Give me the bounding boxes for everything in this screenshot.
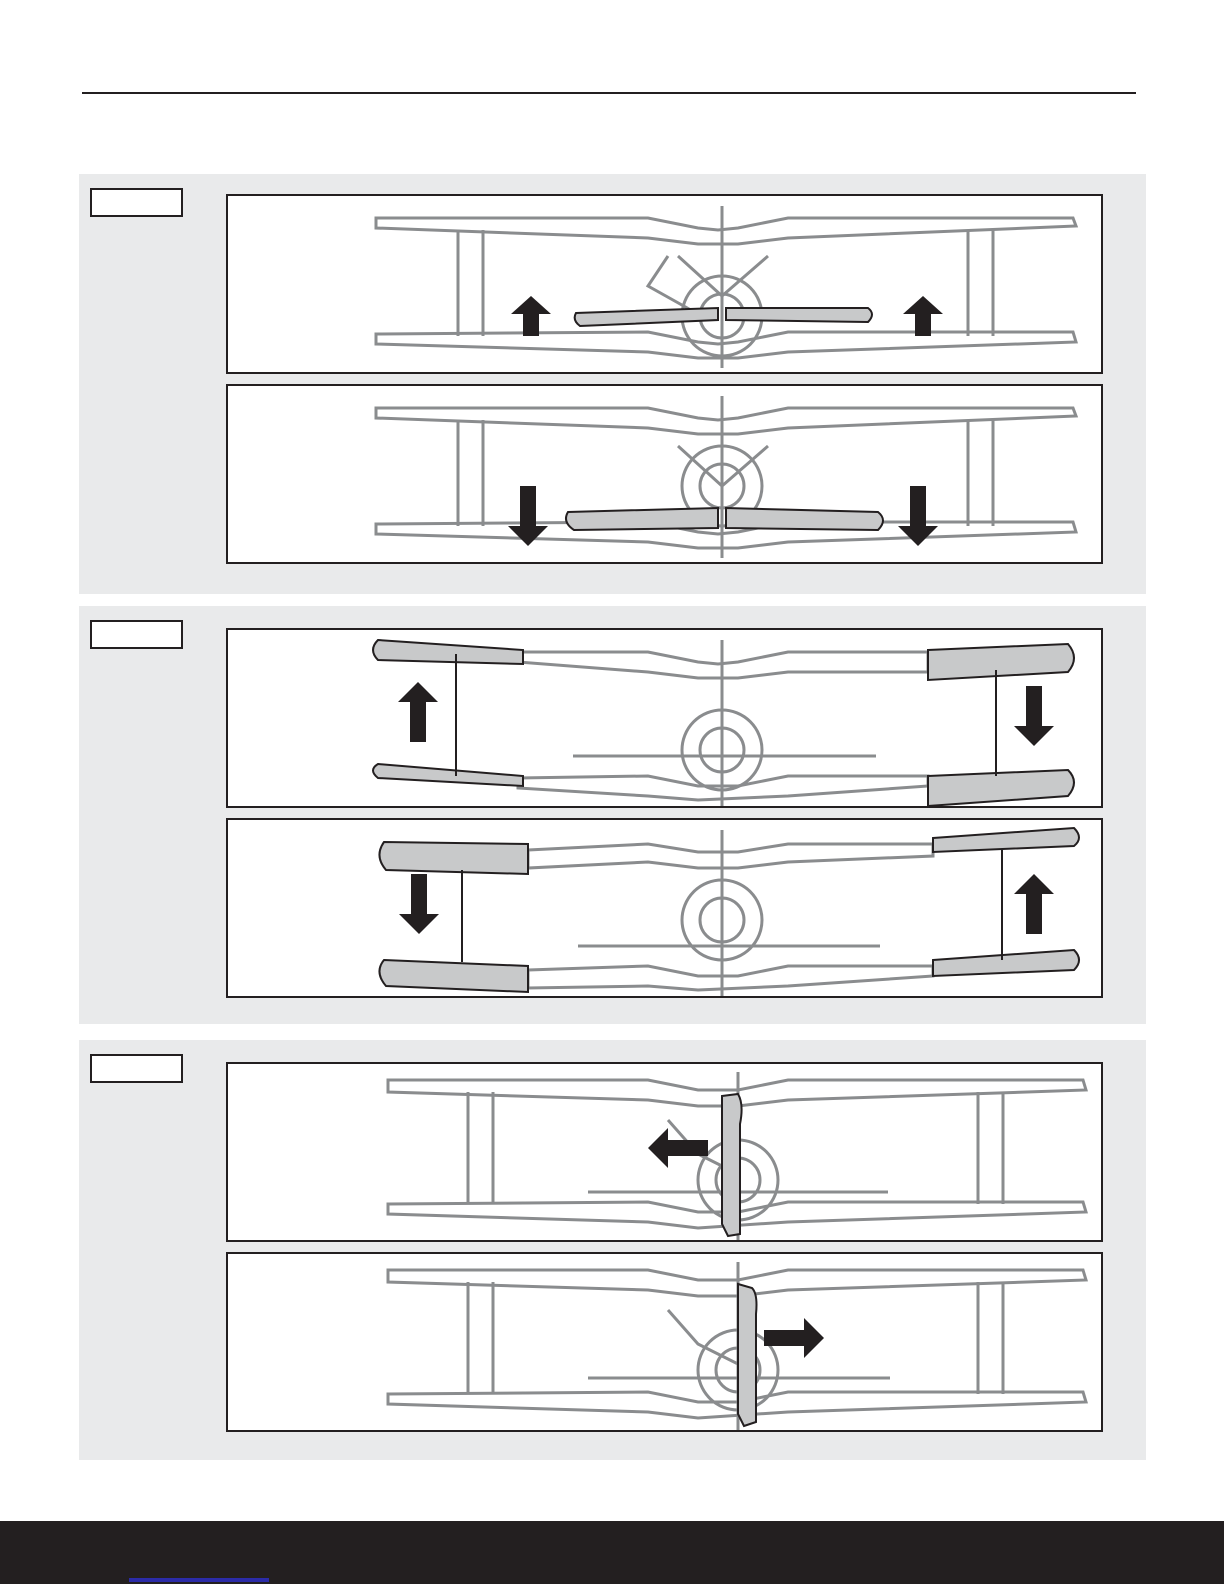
arrow-up-icon xyxy=(1014,874,1054,934)
rudder-surface xyxy=(722,1094,742,1236)
biplane-airframe xyxy=(518,640,928,806)
arrow-up-icon xyxy=(511,296,551,336)
panel-aileron-left-down xyxy=(226,818,1103,998)
arrow-down-icon xyxy=(1014,686,1054,746)
aileron-left-down-diagram xyxy=(228,820,1101,996)
footer-link-underline xyxy=(129,1578,269,1582)
arrow-left-icon xyxy=(648,1128,708,1168)
section-label-box xyxy=(90,620,183,649)
elevator-up-diagram xyxy=(228,196,1101,372)
section-rudder xyxy=(79,1040,1146,1460)
biplane-airframe xyxy=(376,206,1076,368)
arrow-up-icon xyxy=(398,682,438,742)
panel-rudder-left xyxy=(226,1062,1103,1242)
section-label-box xyxy=(90,188,183,217)
section-elevator xyxy=(79,174,1146,594)
panel-rudder-right xyxy=(226,1252,1103,1432)
rudder-surface xyxy=(738,1284,757,1426)
biplane-airframe xyxy=(376,396,1076,558)
elevator-down-diagram xyxy=(228,386,1101,562)
panel-elevator-down xyxy=(226,384,1103,564)
top-rule xyxy=(82,92,1136,94)
section-label-box xyxy=(90,1054,183,1083)
rudder-right-diagram xyxy=(228,1254,1101,1430)
panel-elevator-up xyxy=(226,194,1103,374)
biplane-airframe xyxy=(528,830,933,996)
arrow-down-icon xyxy=(399,874,439,934)
footer-bar xyxy=(0,1521,1224,1584)
rudder-left-diagram xyxy=(228,1064,1101,1240)
panel-aileron-left-up xyxy=(226,628,1103,808)
arrow-up-icon xyxy=(903,296,943,336)
section-aileron xyxy=(79,606,1146,1024)
aileron-left-up-diagram xyxy=(228,630,1101,806)
